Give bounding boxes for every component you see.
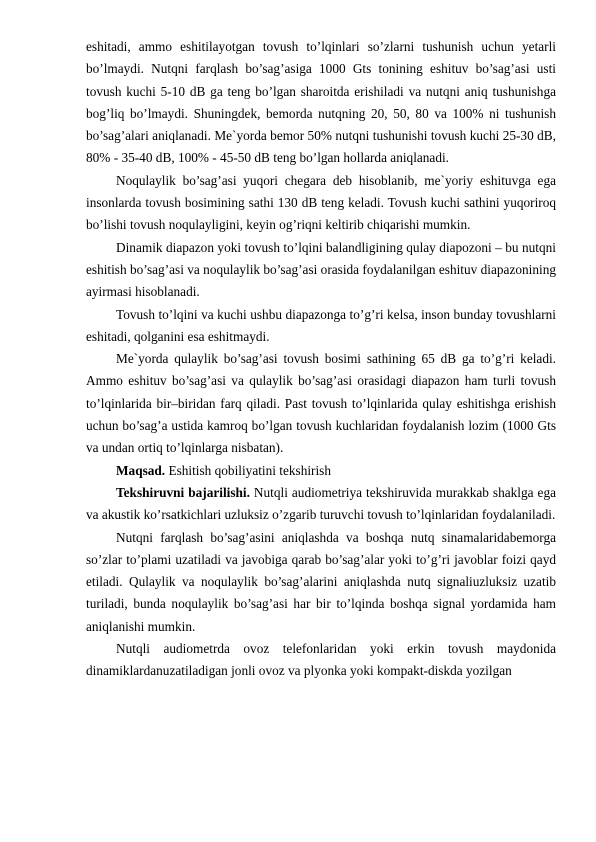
paragraph-text: Nutqli audiometriya tekshiruvida murakkab shaklga ega va akustik ko’rsatkichlari uzluksiz o’zgarib turuvchi tovush to’lqinlaridan foydalaniladi.	[86, 484, 556, 523]
paragraph-text: Eshitish qobiliyatini tekshirish	[165, 462, 331, 478]
paragraph-text: Dinamik diapazon yoki tovush to’lqini balandligining qulay diapozoni – bu nutqni eshitish bo’sag’asi va noqulaylik bo’sag’asi orasida foydalanilgan eshituv diapazonining ayirmasi hisoblanadi.	[86, 239, 556, 300]
paragraph-comfort-threshold	[86, 348, 556, 459]
document-page	[86, 36, 556, 683]
paragraph-speech-audiometer	[86, 638, 556, 683]
paragraph-procedure	[86, 482, 556, 527]
paragraph-hearing-thresholds	[86, 36, 556, 170]
paragraph-discomfort-threshold	[86, 170, 556, 237]
paragraph-text: Tovush to’lqini va kuchi ushbu diapazonga to’g’ri kelsa, inson bunday tovushlarni eshitadi, qolganini esa eshitmaydi.	[86, 306, 556, 344]
paragraph-range-perception	[86, 304, 556, 349]
paragraph-text: Noqulaylik bo’sag’asi yuqori chegara deb hisoblanib, me`yoriy eshituvga ega insonlarda tovush bosimining sathi 130 dB teng keladi. Tovush kuchi sathini yuqoriroq bo’lishi tovush noqulayligini, keyin og’riqni keltirib chiqarishi mumkin.	[86, 172, 556, 233]
procedure-heading: Tekshiruvni bajarilishi.	[116, 484, 250, 500]
paragraph-text: Nutqni farqlash bo’sag’asini aniqlashda va boshqa nutq sinamalaridabemorga so’zlar to’plami uzatiladi va javobiga qarab bo’sag’alar yoki to’g’ri javoblar foizi qayd etiladi. Qulaylik va noqulaylik bo’sag’alarini aniqlashda nutq signaliuzluksiz uzatib turiladi, bunda noqulaylik bo’sag’asi har bir to’lqinda boshqa signal yordamida ham aniqlanishi mumkin.	[86, 529, 556, 634]
paragraph-dynamic-range	[86, 237, 556, 304]
paragraph-purpose	[86, 460, 556, 482]
paragraph-text: Nutqli audiometrda ovoz telefonlaridan yoki erkin tovush maydonida dinamiklardanuzatiladigan jonli ovoz va plyonka yoki kompakt-diskda yozilgan	[86, 641, 556, 679]
paragraph-text: Me`yorda qulaylik bo’sag’asi tovush bosimi sathining 65 dB ga to’g’ri keladi. Ammo eshituv bo’sag’asi va qulaylik bo’sag’asi orasidagi diapazon ham turli tovush to’lqinlarida bir–biridan farq qiladi. Past tovush to’lqinlarida qulay eshitishga erishish uchun bo’sag’a ustida kamroq bo’lgan tovush kuchlaridan foydalanish lozim (1000 Gts va undan ortiq to’lqinlarga nisbatan).	[86, 351, 556, 456]
paragraph-text: eshitadi, ammo eshitilayotgan tovush to’lqinlari so’zlarni tushunish uchun yetarli bo’lmaydi. Nutqni farqlash bo’sag’asiga 1000 Gts tonining eshituv bo’sag’asi usti tovush kuchi 5-10 dB ga teng bo’lgan sharoitda erishiladi va nutqni aniq tushunishga bog’liq bo’lmaydi. Shuningdek, bemorda nutqning 20, 50, 80 va 100% ni tushunish bo’sag’alari aniqlanadi. Me`yorda bemor 50% nutqni tushunishi tovush kuchi 25-30 dB, 80% - 35-40 dB, 100% - 45-50 dB teng bo’lgan hollarda aniqlanadi.	[86, 39, 556, 166]
purpose-heading: Maqsad.	[116, 462, 166, 478]
paragraph-speech-tests	[86, 527, 556, 638]
